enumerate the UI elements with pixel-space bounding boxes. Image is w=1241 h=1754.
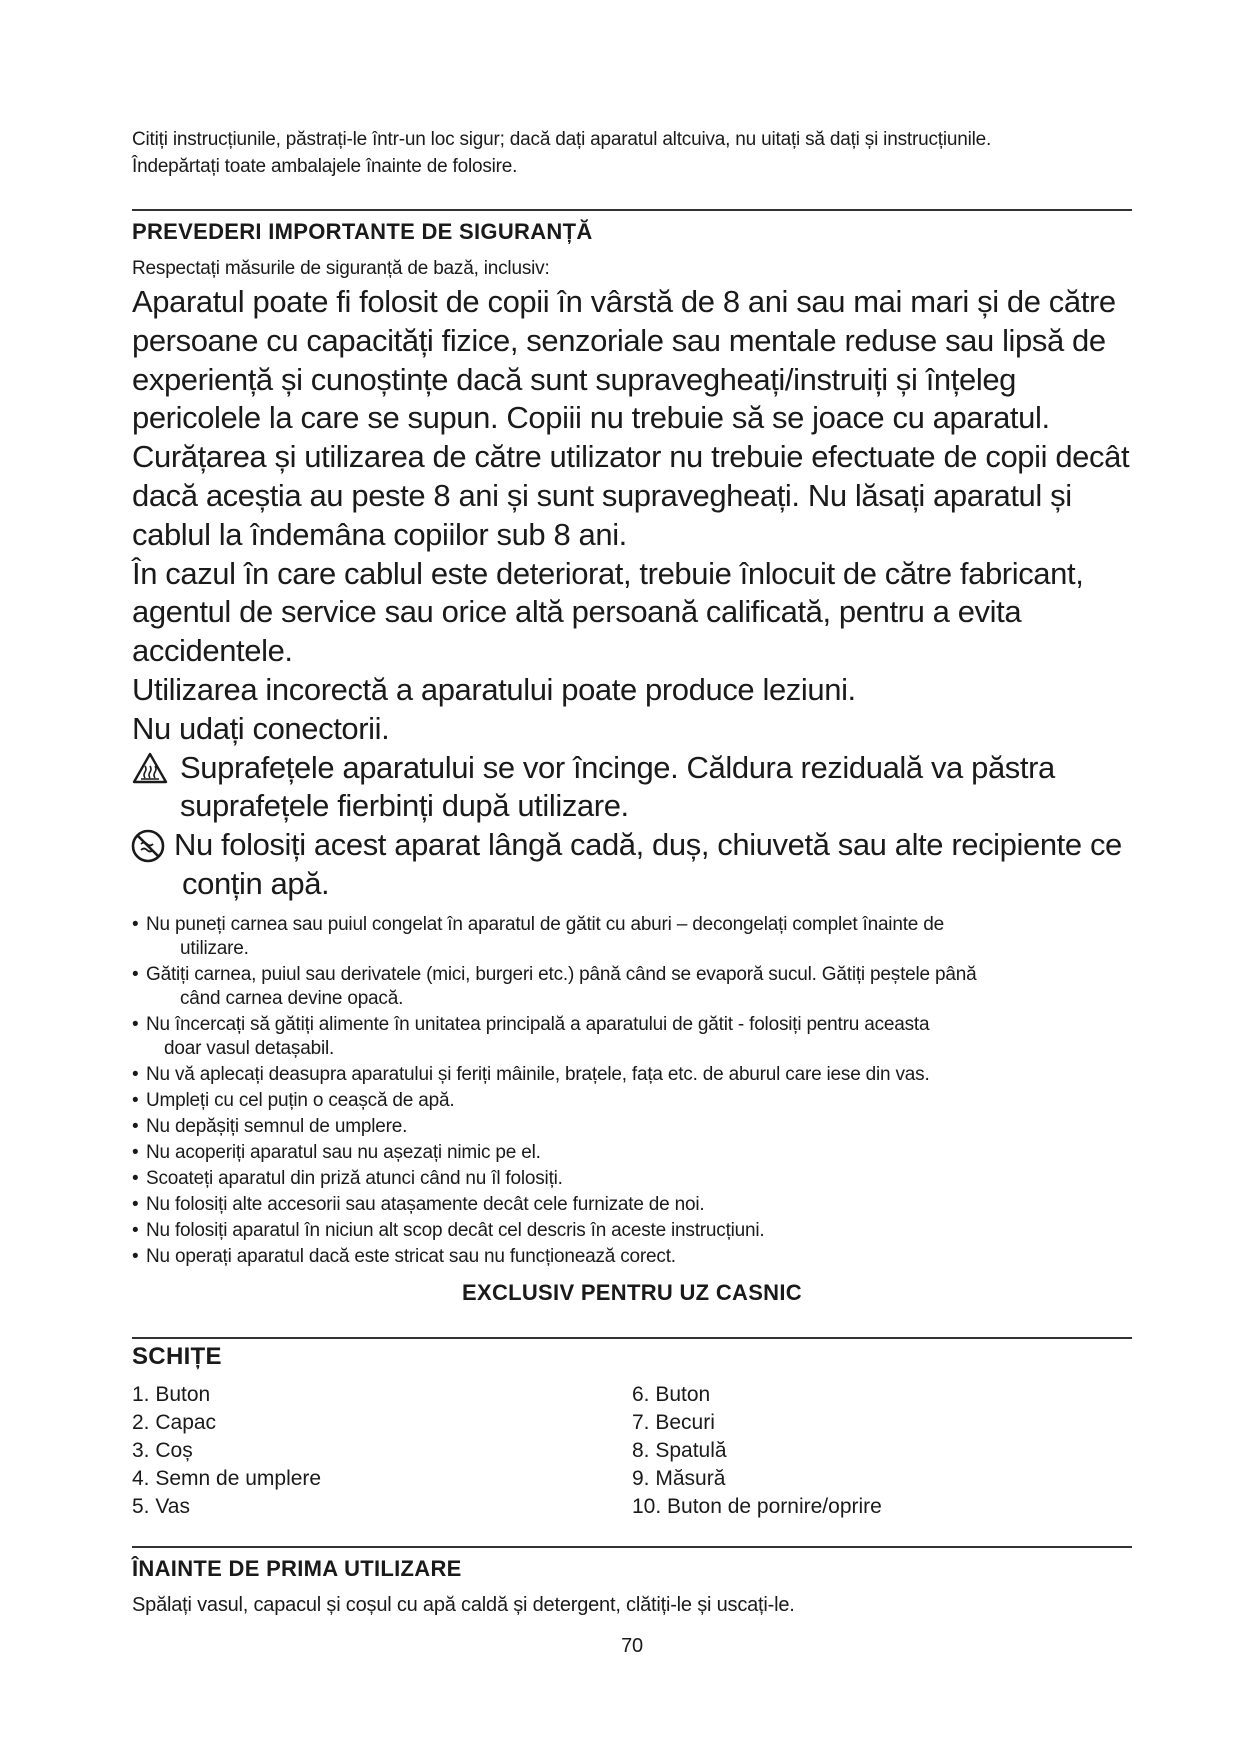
part-item: 4. Semn de umplere	[132, 1467, 322, 1490]
bullet-text: Nu acoperiți aparatul sau nu așezați nimic pe el.	[146, 1142, 541, 1163]
list-item	[132, 1244, 1132, 1270]
divider	[132, 1546, 1132, 1548]
no-water-warning	[132, 826, 1142, 865]
household-use-notice: EXCLUSIV PENTRU UZ CASNIC	[462, 1280, 802, 1305]
safety-subheading: Respectați măsurile de siguranță de bază, inclusiv:	[132, 258, 550, 279]
safety-line: Utilizarea incorectă a aparatului poate produce leziuni.	[132, 671, 856, 707]
bullet: •	[132, 1246, 139, 1267]
safety-line: experiență și cunoștințe dacă sunt supravegheați/instruiți și înțeleg	[132, 361, 1016, 397]
water-warning-line-1: Nu folosiți acest aparat lângă cadă, duș, chiuvetă sau alte recipiente ce	[174, 827, 1122, 863]
bullet-text-cont: doar vasul detașabil.	[164, 1038, 335, 1059]
part-item: 7. Becuri	[632, 1411, 715, 1434]
bullet: •	[132, 1014, 139, 1035]
page-number: 70	[621, 1635, 643, 1657]
list-item	[132, 962, 1132, 988]
bullet-text: Nu vă aplecați deasupra aparatului și feriți mâinile, brațele, fața etc. de aburul care iese din vas.	[146, 1064, 930, 1085]
part-item: 8. Spatulă	[632, 1439, 727, 1462]
first-use-text: Spălați vasul, capacul și coșul cu apă caldă și detergent, clătiți-le și uscați-le.	[132, 1594, 795, 1616]
safety-heading: PREVEDERI IMPORTANTE DE SIGURANȚĂ	[132, 219, 593, 244]
bullet-text: Nu folosiți aparatul în niciun alt scop decât cel descris în aceste instrucțiuni.	[146, 1220, 765, 1241]
bullet-text: Nu puneți carnea sau puiul congelat în aparatul de gătit cu aburi – decongelați complet înainte de	[146, 914, 944, 935]
part-item: 2. Capac	[132, 1411, 217, 1434]
part-item: 5. Vas	[132, 1495, 190, 1518]
hot-warning-line-2: suprafețele fierbinți după utilizare.	[180, 788, 629, 824]
list-item	[132, 1140, 1132, 1166]
water-warning-line-2: conțin apă.	[182, 865, 330, 901]
bullet-text: Gătiți carnea, puiul sau derivatele (mici, burgeri etc.) până când se evaporă sucul. Gătiți peștele până	[146, 964, 977, 985]
safety-line: pericolele la care se supun. Copiii nu trebuie să se joace cu aparatul.	[132, 400, 1050, 436]
bullet: •	[132, 1064, 139, 1085]
hot-surface-icon	[132, 750, 168, 786]
intro-line-1: Citiți instrucțiunile, păstrați-le într-un loc sigur; dacă dați aparatul altcuiva, nu uitați să dați și instrucțiunile.	[132, 129, 992, 150]
part-item: 6. Buton	[632, 1383, 711, 1406]
safety-large-text	[132, 283, 1142, 904]
safety-line: Nu udați conectorii.	[132, 710, 390, 746]
safety-line: agentul de service sau orice altă persoană calificată, pentru a evita	[132, 594, 1022, 630]
safety-line: Aparatul poate fi folosit de copii în vârstă de 8 ani sau mai mari și de către	[132, 284, 1116, 319]
safety-line: persoane cu capacități fizice, senzoriale sau mentale reduse sau lipsă de	[132, 322, 1106, 358]
bullet: •	[132, 1220, 139, 1241]
bullet: •	[132, 1194, 139, 1215]
part-item: 1. Buton	[132, 1383, 211, 1406]
safety-line: Curățarea și utilizarea de către utilizator nu trebuie efectuate de copii decât	[132, 439, 1130, 475]
parts-heading: SCHIȚE	[132, 1343, 222, 1370]
hot-surface-warning	[132, 749, 1142, 788]
list-item	[132, 1012, 1132, 1038]
parts-list-right	[632, 1381, 882, 1521]
list-item	[132, 1062, 1132, 1088]
bullet: •	[132, 1116, 139, 1137]
divider	[132, 209, 1132, 211]
part-item: 9. Măsură	[632, 1467, 726, 1490]
bullet-text: Nu depășiți semnul de umplere.	[146, 1116, 408, 1137]
bullet-text: Nu operați aparatul dacă este stricat sau nu funcționează corect.	[146, 1246, 676, 1267]
bullet: •	[132, 1142, 139, 1163]
list-item	[132, 1088, 1132, 1114]
safety-line: dacă aceștia au peste 8 ani și sunt supravegheați. Nu lăsați aparatul și	[132, 477, 1072, 513]
bullet: •	[132, 1168, 139, 1189]
no-water-icon	[130, 828, 166, 864]
safety-bullet-list	[132, 912, 1132, 1270]
safety-line: cablul la îndemâna copiilor sub 8 ani.	[132, 516, 627, 552]
bullet-text-cont: utilizare.	[180, 938, 249, 959]
intro-line-2: Îndepărtați toate ambalajele înainte de folosire.	[132, 156, 518, 177]
bullet: •	[132, 964, 139, 985]
part-item: 10. Buton de pornire/oprire	[632, 1495, 882, 1518]
list-item	[132, 912, 1132, 938]
list-item	[132, 1166, 1132, 1192]
divider	[132, 1337, 1132, 1339]
bullet-text: Scoateți aparatul din priză atunci când nu îl folosiți.	[146, 1168, 563, 1189]
bullet-text: Nu folosiți alte accesorii sau atașamente decât cele furnizate de noi.	[146, 1194, 705, 1215]
list-item	[132, 1192, 1132, 1218]
safety-line: accidentele.	[132, 633, 293, 669]
bullet-text-cont: când carnea devine opacă.	[180, 988, 404, 1009]
safety-line: În cazul în care cablul este deteriorat, trebuie înlocuit de către fabricant,	[132, 555, 1084, 591]
first-use-heading: ÎNAINTE DE PRIMA UTILIZARE	[132, 1556, 462, 1581]
parts-list-left	[132, 1381, 321, 1521]
list-item	[132, 1114, 1132, 1140]
list-item	[132, 1218, 1132, 1244]
hot-warning-line-1: Suprafețele aparatului se vor încinge. Căldura reziduală va păstra	[180, 749, 1055, 785]
bullet-text: Umpleți cu cel puțin o ceașcă de apă.	[146, 1090, 455, 1111]
bullet: •	[132, 914, 139, 935]
part-item: 3. Coș	[132, 1439, 193, 1462]
bullet: •	[132, 1090, 139, 1111]
bullet-text: Nu încercați să gătiți alimente în unitatea principală a aparatului de gătit - folosiți pentru aceasta	[146, 1014, 930, 1035]
